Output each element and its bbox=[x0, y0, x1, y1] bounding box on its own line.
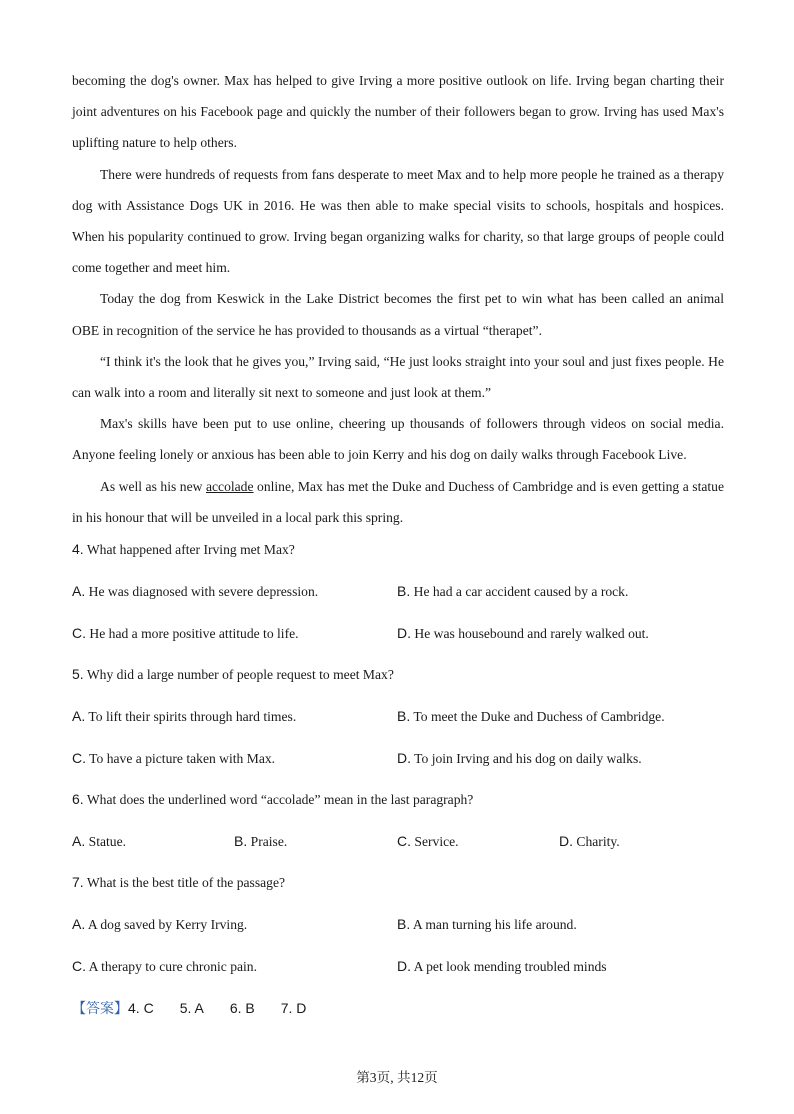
question-text: What happened after Irving met Max? bbox=[86, 542, 295, 557]
answer-value: 5. A bbox=[179, 1000, 204, 1016]
option-letter: D. bbox=[397, 750, 411, 766]
option-letter: A. bbox=[72, 583, 86, 599]
option-letter: A. bbox=[72, 708, 86, 724]
option-text: He was diagnosed with severe depression. bbox=[88, 584, 319, 599]
option-letter: A. bbox=[72, 916, 86, 932]
answer-value: 6. B bbox=[229, 1000, 255, 1016]
option-text: To lift their spirits through hard times. bbox=[88, 709, 297, 724]
question-5 bbox=[72, 664, 394, 685]
option-text: He had a car accident caused by a rock. bbox=[413, 584, 629, 599]
question-7 bbox=[72, 872, 285, 893]
underlined-word-accolade: accolade bbox=[205, 478, 254, 494]
question-6 bbox=[72, 789, 473, 810]
option-text: Charity. bbox=[576, 834, 620, 849]
question-number: 5. bbox=[72, 666, 84, 682]
option-4b[interactable] bbox=[397, 581, 628, 602]
option-text: To join Irving and his dog on daily walks. bbox=[414, 751, 642, 766]
paragraph-4: “I think it's the look that he gives you,” Irving said, “He just looks straight into your soul and just fixes people. He can walk into a room and literally sit next to someone and just look at them.” bbox=[72, 353, 724, 401]
paragraph-3: Today the dog from Keswick in the Lake District becomes the first pet to win what has been called an animal OBE in recognition of the service he has provided to thousands as a virtual “therapet”. bbox=[72, 291, 724, 338]
paragraph-6-end: online, Max has met the Duke and Duchess of Cambridge and is even getting a statue in his honour that will be unveiled in a local park this spring. bbox=[72, 478, 724, 525]
option-4a[interactable] bbox=[72, 581, 318, 602]
paragraph-6-start: As well as his new bbox=[100, 478, 206, 494]
option-4d[interactable] bbox=[397, 623, 649, 644]
reading-passage bbox=[72, 65, 724, 533]
option-text: To meet the Duke and Duchess of Cambridge. bbox=[413, 709, 665, 724]
option-letter: C. bbox=[72, 750, 86, 766]
option-text: A therapy to cure chronic pain. bbox=[88, 959, 258, 974]
option-letter: D. bbox=[397, 625, 411, 641]
option-7c[interactable] bbox=[72, 956, 257, 977]
option-letter: C. bbox=[72, 958, 86, 974]
option-text: To have a picture taken with Max. bbox=[89, 751, 276, 766]
option-text: A man turning his life around. bbox=[412, 917, 577, 932]
paragraph-1: becoming the dog's owner. Max has helped to give Irving a more positive outlook on life. Irving began charting their joint adventures on his Facebook page and quickly the number of their followers began to grow. Irving has used Max's uplifting nature to help others. bbox=[72, 73, 724, 151]
answer-key bbox=[72, 998, 332, 1020]
option-letter: B. bbox=[397, 583, 411, 599]
option-text: Praise. bbox=[250, 834, 288, 849]
option-letter: A. bbox=[72, 833, 86, 849]
option-letter: D. bbox=[559, 833, 573, 849]
option-6a[interactable] bbox=[72, 831, 126, 852]
option-letter: B. bbox=[234, 833, 248, 849]
option-7b[interactable] bbox=[397, 914, 577, 935]
option-text: A pet look mending troubled minds bbox=[413, 959, 607, 974]
option-letter: B. bbox=[397, 708, 411, 724]
question-text: Why did a large number of people request to meet Max? bbox=[86, 667, 394, 682]
page-number-footer: 第3页, 共12页 bbox=[356, 1070, 438, 1085]
option-6d[interactable] bbox=[559, 831, 620, 852]
option-text: A dog saved by Kerry Irving. bbox=[87, 917, 248, 932]
option-7d[interactable] bbox=[397, 956, 607, 977]
option-text: Statue. bbox=[88, 834, 127, 849]
question-4 bbox=[72, 539, 295, 560]
question-text: What does the underlined word “accolade” mean in the last paragraph? bbox=[86, 792, 474, 807]
option-letter: B. bbox=[397, 916, 411, 932]
option-5c[interactable] bbox=[72, 748, 275, 769]
answer-label: 【答案】 bbox=[72, 1002, 128, 1017]
option-5d[interactable] bbox=[397, 748, 642, 769]
paragraph-2: There were hundreds of requests from fans desperate to meet Max and to help more people he trained as a therapy dog with Assistance Dogs UK in 2016. He was then able to make special visits to schools, hospitals and hospices. When his popularity continued to grow. Irving began organizing walks for charity, so that large groups of people could come together and meet him. bbox=[72, 166, 724, 276]
option-text: He was housebound and rarely walked out. bbox=[414, 626, 649, 641]
option-5b[interactable] bbox=[397, 706, 665, 727]
option-letter: C. bbox=[397, 833, 411, 849]
paragraph-5: Max's skills have been put to use online, cheering up thousands of followers through videos on social media. Anyone feeling lonely or anxious has been able to join Kerry and his dog on daily walks through Facebook Live. bbox=[72, 416, 724, 463]
question-number: 7. bbox=[72, 874, 84, 890]
option-text: He had a more positive attitude to life. bbox=[89, 626, 299, 641]
option-6c[interactable] bbox=[397, 831, 459, 852]
option-6b[interactable] bbox=[234, 831, 287, 852]
paragraph-6 bbox=[72, 471, 724, 533]
option-letter: D. bbox=[397, 958, 411, 974]
answer-value: 7. D bbox=[280, 1000, 307, 1016]
answer-value: 4. C bbox=[128, 1000, 154, 1016]
option-letter: C. bbox=[72, 625, 86, 641]
option-text: Service. bbox=[414, 834, 459, 849]
option-7a[interactable] bbox=[72, 914, 247, 935]
option-5a[interactable] bbox=[72, 706, 296, 727]
question-text: What is the best title of the passage? bbox=[86, 875, 286, 890]
question-number: 6. bbox=[72, 791, 84, 807]
question-number: 4. bbox=[72, 541, 84, 557]
option-4c[interactable] bbox=[72, 623, 299, 644]
